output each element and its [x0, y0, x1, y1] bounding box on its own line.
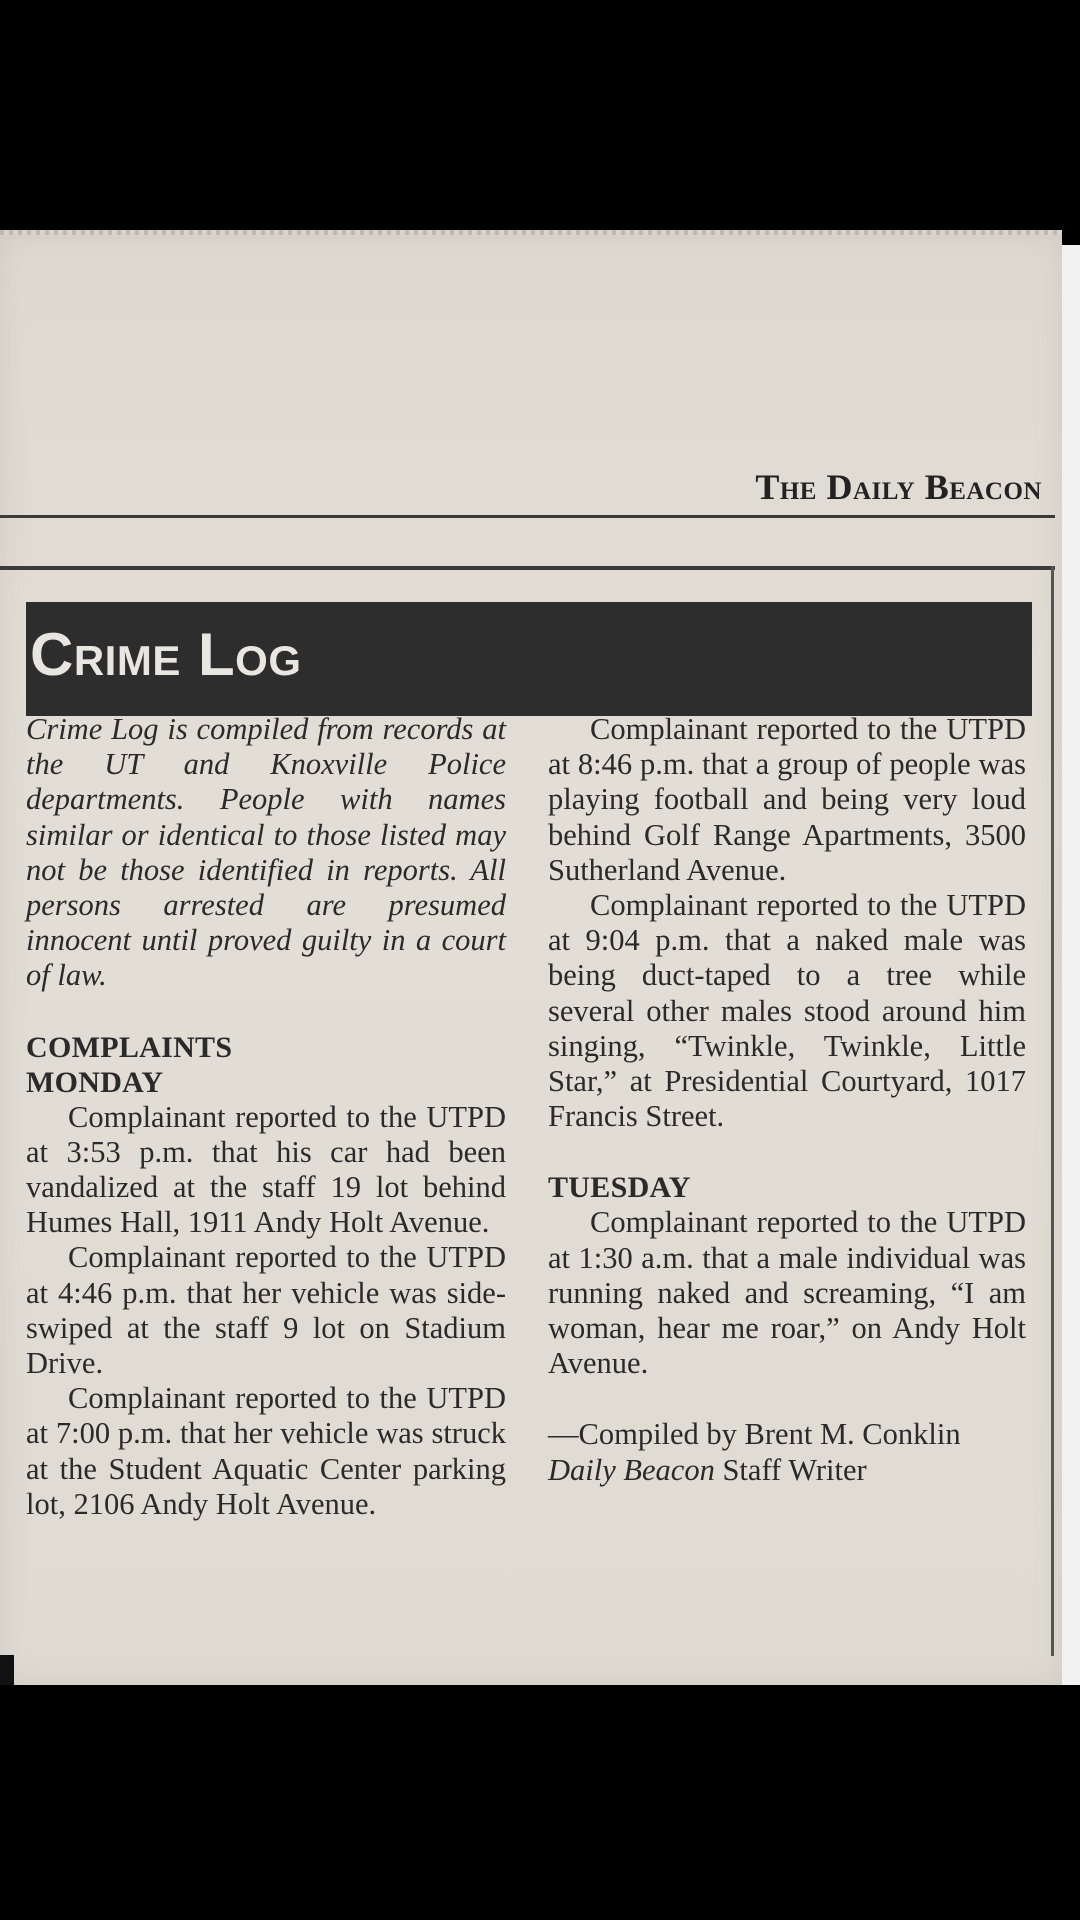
log-entry: Complainant reported to the UTPD at 4:46 p.m. that her vehicle was side-swiped at the staff 9 lot on Stadium Drive. — [26, 1240, 506, 1381]
left-column — [26, 712, 506, 1522]
scan-background-strip — [1062, 245, 1080, 1685]
complaints-heading: COMPLAINTS — [26, 1030, 233, 1064]
tuesday-heading: TUESDAY — [548, 1171, 691, 1205]
byline-role: Staff Writer — [722, 1452, 867, 1487]
log-entry: Complainant reported to the UTPD at 1:30 a.m. that a male individual was running naked and screaming, “I am woman, hear me roar,” on Andy Holt Avenue. — [548, 1205, 1026, 1381]
right-column — [548, 712, 1026, 1488]
box-top-rule — [0, 566, 1055, 570]
intro-disclaimer: Crime Log is compiled from records at the UT and Knoxville Police departments. People with names similar or identical to those listed may not be those identified in reports. All persons arrested are presumed innocent until proved guilty in a court of law. — [26, 712, 506, 993]
newspaper-masthead: The Daily Beacon — [755, 467, 1042, 507]
section-title: Crime Log — [30, 621, 302, 688]
byline-title — [548, 1453, 1026, 1488]
monday-heading: MONDAY — [26, 1065, 164, 1099]
log-entry: Complainant reported to the UTPD at 9:04 p.m. that a naked male was being duct-taped to a tree while several other males stood around him singing, “Twinkle, Twinkle, Little Star,” at Presidential Courtyard, 1017 Francis Street. — [548, 888, 1026, 1134]
box-right-rule — [1051, 566, 1054, 1656]
log-entry: Complainant reported to the UTPD at 7:00 p.m. that her vehicle was struck at the Student Aquatic Center parking lot, 2106 Andy Holt Avenue. — [26, 1381, 506, 1521]
scan-corner — [0, 1655, 14, 1685]
log-entry: Complainant reported to the UTPD at 3:53 p.m. that his car had been vandalized at the staff 19 lot behind Humes Hall, 1911 Andy Holt Avenue. — [26, 1099, 506, 1240]
byline: —Compiled by Brent M. Conklin — [548, 1417, 961, 1452]
log-entry: Complainant reported to the UTPD at 8:46 p.m. that a group of people was playing football and being very loud behind Golf Range Apartments, 3500 Sutherland Avenue. — [548, 712, 1026, 887]
top-rule — [0, 515, 1055, 518]
publication-name: Daily Beacon — [548, 1452, 715, 1487]
section-banner — [26, 602, 1032, 716]
